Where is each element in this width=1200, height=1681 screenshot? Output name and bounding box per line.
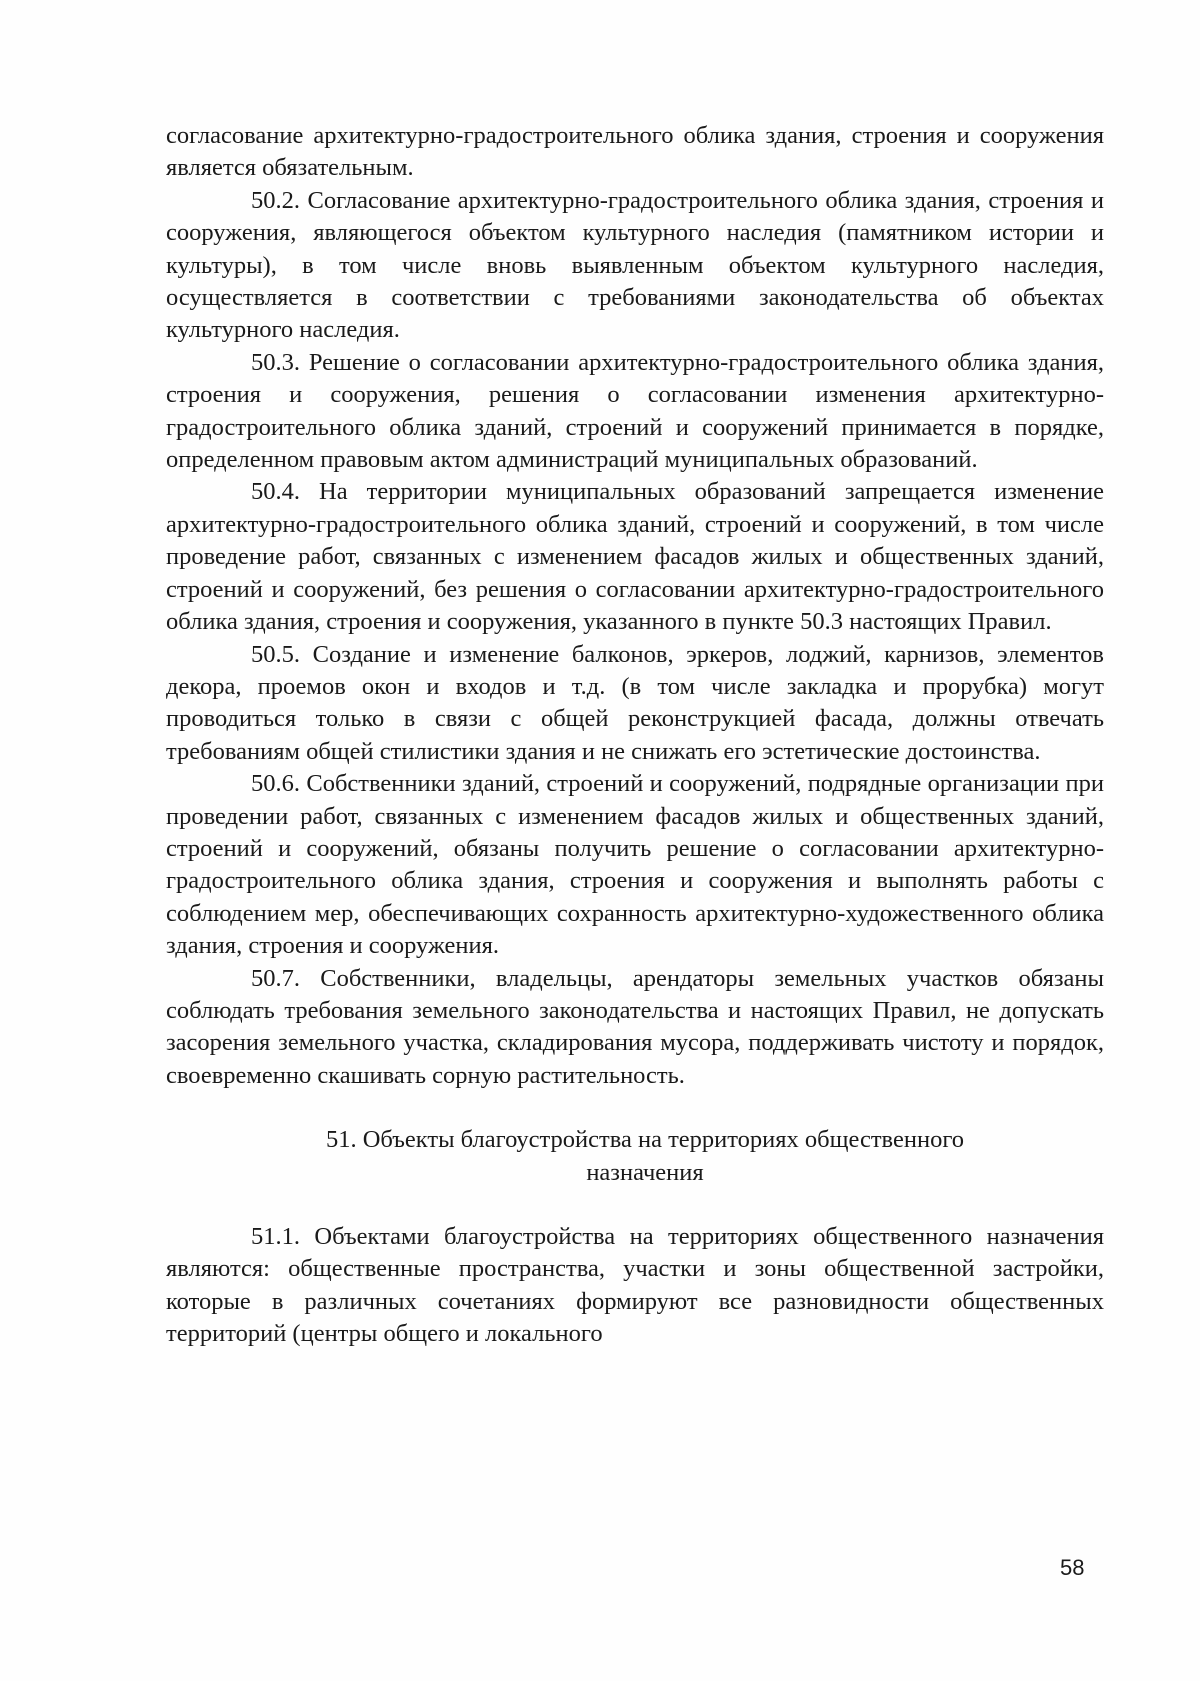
paragraph-50-5: 50.5. Создание и изменение балконов, эркеров, лоджий, карнизов, элементов декора, проемов окон и входов и т.д. (в том числе закладка и прорубка) могут проводиться только в связи с общей реконструкцией фасада, должны отвечать требованиям общей стилистики здания и не снижать его эстетические достоинства. [166, 640, 1104, 765]
paragraph-continuation: согласование архитектурно-градостроительного облика здания, строения и сооружения является обязательным. [166, 122, 1104, 182]
paragraph-51-1: 51.1. Объектами благоустройства на территориях общественного назначения являются: общественные пространства, участки и зоны общественной застройки, которые в различных сочетаниях формируют все разновидности общественных территорий (центры общего и локального [166, 1223, 1104, 1348]
paragraph-50-4: 50.4. На территории муниципальных образований запрещается изменение архитектурно-градостроительного облика зданий, строений и сооружений, в том числе проведение работ, связанных с изменением фасадов жилых и общественных зданий, строений и сооружений, без решения о согласовании архитектурно-градостроительного облика здания, строения и сооружения, указанного в пункте 50.3 настоящих Правил. [166, 478, 1104, 636]
paragraph-50-2: 50.2. Согласование архитектурно-градостроительного облика здания, строения и сооружения, являющегося объектом культурного наследия (памятником истории и культуры), в том числе вновь выявленным объектом культурного наследия, осуществляется в соответствии с требованиями законодательства об объектах культурного наследия. [166, 186, 1104, 344]
document-body [166, 120, 1104, 1351]
section-heading-line-2: назначения [586, 1158, 704, 1186]
section-heading-line-1: 51. Объекты благоустройства на территориях общественного [325, 1126, 965, 1154]
section-heading-51 [166, 1124, 1104, 1189]
paragraph-50-6: 50.6. Собственники зданий, строений и сооружений, подрядные организации при проведении работ, связанных с изменением фасадов жилых и общественных зданий, строений и сооружений, обязаны получить решение о согласовании архитектурно-градостроительного облика здания, строения и сооружения и выполнять работы с соблюдением мер, обеспечивающих сохранность архитектурно-художественного облика здания, строения и сооружения. [166, 770, 1104, 960]
page-number: 58 [1060, 1555, 1085, 1580]
paragraph-50-3: 50.3. Решение о согласовании архитектурно-градостроительного облика здания, строения и сооружения, решения о согласовании изменения архитектурно-градостроительного облика зданий, строений и сооружений принимается в порядке, определенном правовым актом администраций муниципальных образований. [166, 348, 1104, 474]
paragraph-50-7: 50.7. Собственники, владельцы, арендаторы земельных участков обязаны соблюдать требования земельного законодательства и настоящих Правил, не допускать засорения земельного участка, складирования мусора, поддерживать чистоту и порядок, своевременно скашивать сорную растительность. [166, 964, 1104, 1089]
